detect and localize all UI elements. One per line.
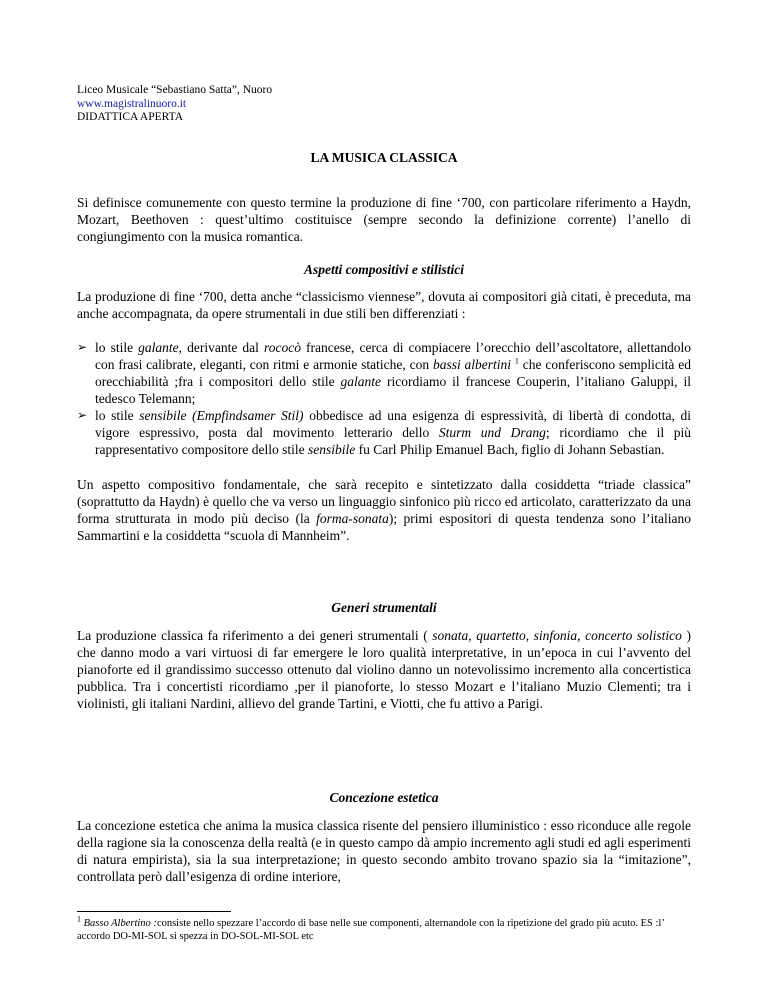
website-link[interactable]: www.magistralinuoro.it <box>77 97 187 110</box>
arrowhead-bullet-icon: ➢ <box>77 340 88 354</box>
school-name: Liceo Musicale “Sebastiano Satta”, Nuoro <box>77 84 273 96</box>
footnote <box>77 914 691 943</box>
intro-paragraph: Si definisce comunemente con questo termine la produzione di fine ‘700, con particolare riferimento a Haydn, Mozart, Beethoven : quest’ultimo costituisce (sempre secondo la definizione corrente) l’anello di congiungimento con la musica romantica. <box>77 195 691 244</box>
footnote-term: Basso Albertino : <box>83 918 157 929</box>
document-header <box>77 84 272 125</box>
generi-paragraph: La produzione classica fa riferimento a dei generi strumentali ( sonata, quartetto, sinfonia, concerto solistico ) che danno modo a vari virtuosi di far emergere le loro qualità interpretative, in un’epoca in cui l’avvento del pianoforte ed il grandissimo successo ottenuto dal violino danno un notevolissimo incremento alla concertistica pubblica. Tra i concertisti ricordiamo ,per il pianoforte, lo stesso Mozart e l’italiano Muzio Clementi; tra i violinisti, gli italiani Nardini, allievo del grande Tartini, e Viotti, che fu attivo a Parigi. <box>77 628 691 711</box>
footnote-text: consiste nello spezzare l’accordo di base nelle sue componenti, alternandole con la ripetizione del grado più acuto. ES :l’ accordo DO-MI-SOL si spezza in DO-SOL-MI-SOL etc <box>77 918 665 942</box>
aspetti-paragraph: La produzione di fine ‘700, detta anche “classicismo viennese”, dovuta ai compositori già citati, è preceduta, ma anche accompagnata, da opere strumentali in due stili ben differenziati : <box>77 289 691 321</box>
footnote-ref[interactable]: 1 <box>514 356 519 366</box>
arrowhead-bullet-icon: ➢ <box>77 408 88 422</box>
list-item-sensibile: ➢ lo stile sensibile (Empfindsamer Stil) obbedisce ad una esigenza di espressività, di libertà di condotta, di vigore espressivo, posta dal movimento letterario dello Sturm und Drang; ricordiamo che il più rappresentativo compositore dello stile sensibile fu Carl Philip Emanuel Bach, figlio di Johann Sebastian. <box>77 408 691 457</box>
styles-list <box>77 339 691 458</box>
triade-paragraph: Un aspetto compositivo fondamentale, che sarà recepito e sintetizzato dalla cosiddetta “triade classica” (soprattutto da Haydn) è quello che va verso un linguaggio sinfonico più ricco ed articolato, caratterizzato da una forma strutturata in modo più deciso (la forma-sonata); primi espositori di questa tendenza sono l’italiano Sammartini e la cosiddetta “scuola di Mannheim”. <box>77 477 691 543</box>
page-title: LA MUSICA CLASSICA <box>310 150 458 165</box>
section-heading-concezione: Concezione estetica <box>329 790 439 805</box>
section-heading-aspetti: Aspetti compositivi e stilistici <box>303 262 465 277</box>
header-label: DIDATTICA APERTA <box>77 111 184 123</box>
footnote-divider <box>77 911 231 912</box>
section-heading-generi: Generi strumentali <box>331 600 437 615</box>
concezione-paragraph: La concezione estetica che anima la musica classica risente del pensiero illuministico : esso riconduce alle regole della ragione sia la conoscenza della realtà (e in questo campo dà ampio incremento agli studi ed agli esperimenti di natura empirista), sia la sua interpretazione; in questo secondo ambito trovano spazio sia la “imitazione”, controllata però dall’esigenza di ordine interiore, <box>77 818 691 884</box>
footnote-number: 1 <box>77 914 81 924</box>
list-item-galante: ➢ lo stile galante, derivante dal rococò francese, cerca di compiacere l’orecchio dell’ascoltatore, allettandolo con frasi calibrate, eleganti, con ritmi e armonie statiche, con bassi albertini $^1$ che conferiscono semplicità ed orecchiabilità ;fra i compositori dello stile galante ricordiamo il francese Couperin, l’italiano Galuppi, il tedesco Telemann; <box>77 340 692 406</box>
